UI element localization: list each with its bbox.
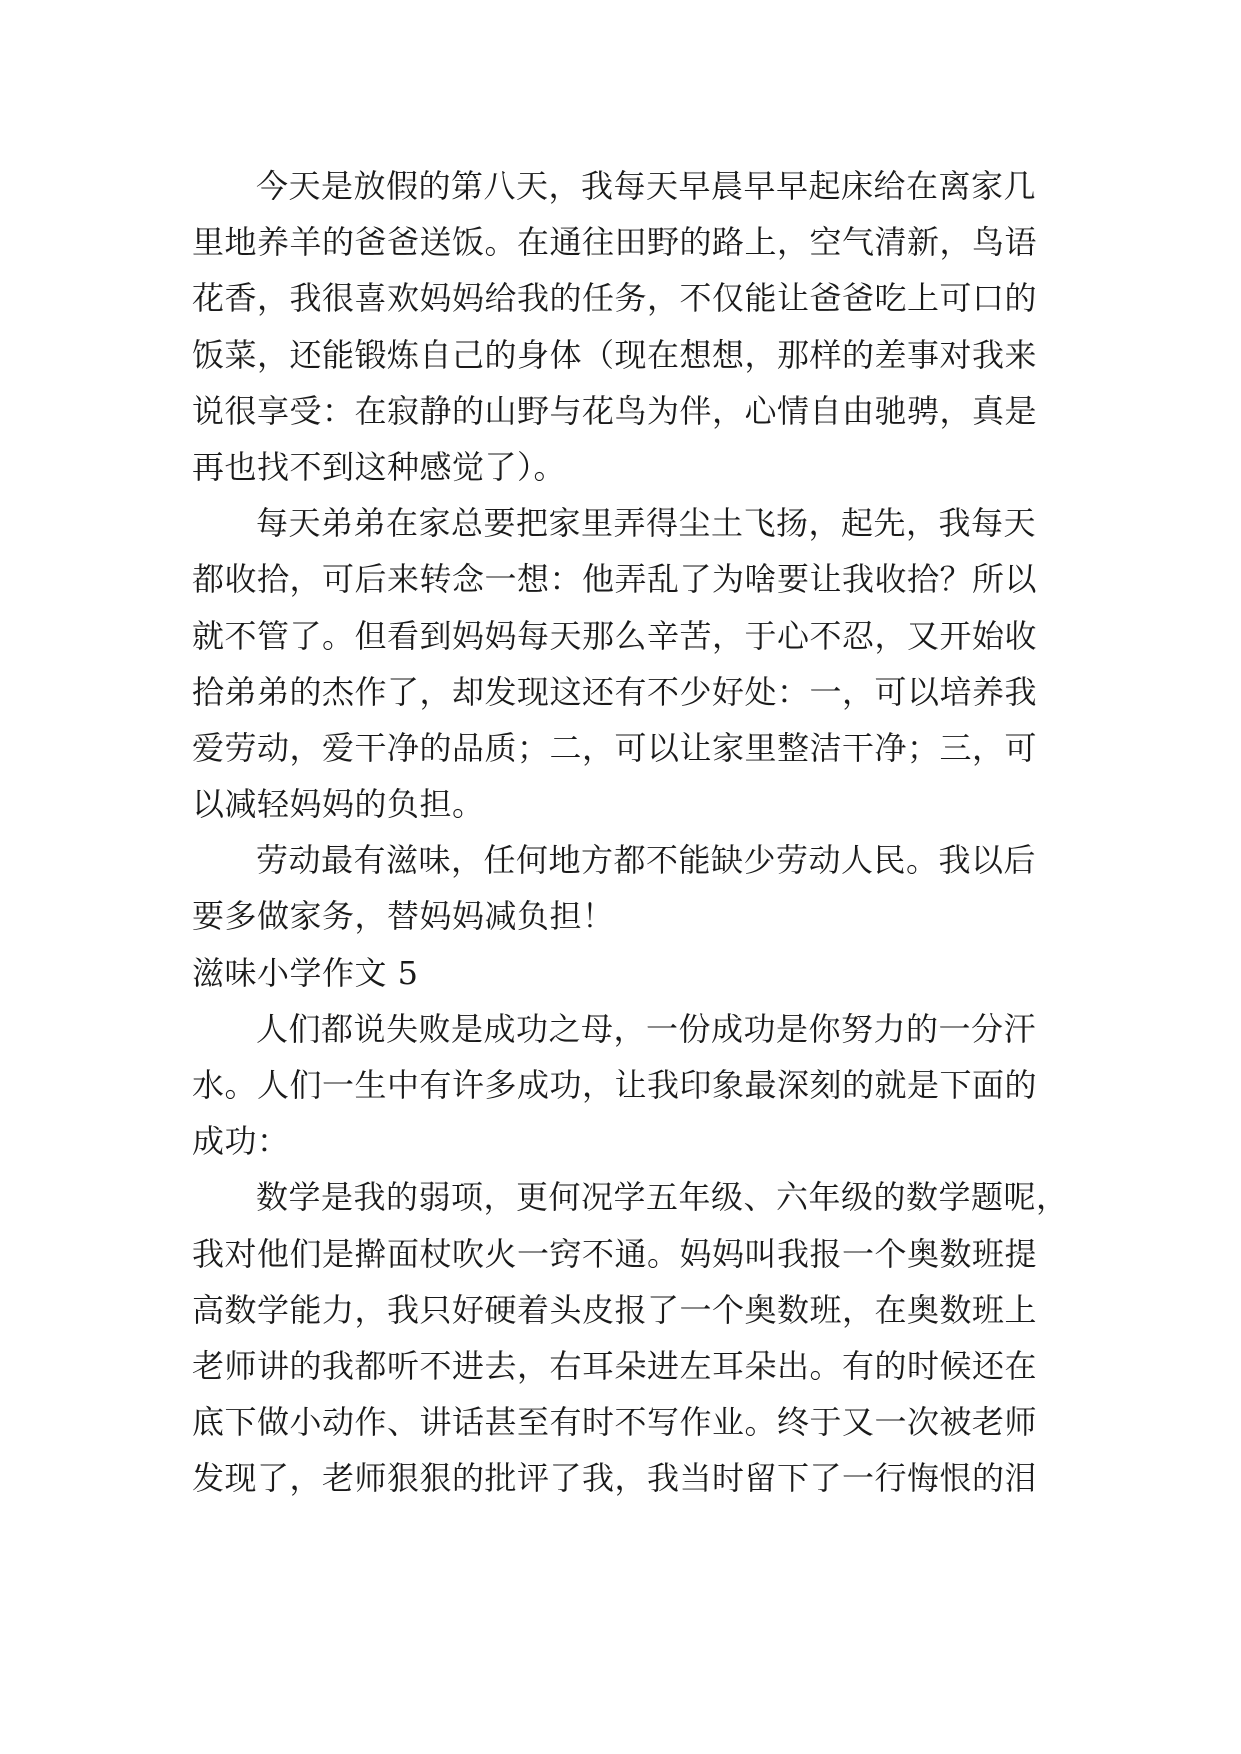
paragraph-line: 饭菜，还能锻炼自己的身体（现在想想，那样的差事对我来 bbox=[192, 335, 1038, 374]
paragraph-line: 花香，我很喜欢妈妈给我的任务，不仅能让爸爸吃上可口的 bbox=[192, 279, 1038, 318]
paragraph-5 bbox=[192, 1169, 1069, 1506]
paragraph-line: 要多做家务，替妈妈减负担！ bbox=[192, 897, 615, 936]
paragraph-line: 再也找不到这种感觉了）。 bbox=[192, 447, 567, 486]
paragraph-line: 老师讲的我都听不进去，右耳朵进左耳朵出。有的时候还在 bbox=[192, 1346, 1038, 1385]
paragraph-line: 爱劳动，爱干净的品质；二，可以让家里整洁干净；三，可 bbox=[192, 728, 1038, 767]
paragraph-line: 拾弟弟的杰作了，却发现这还有不少好处：一，可以培养我 bbox=[192, 672, 1038, 711]
paragraph-line: 成功： bbox=[192, 1122, 290, 1161]
paragraph-line: 每天弟弟在家总要把家里弄得尘土飞扬，起先，我每天 bbox=[256, 504, 1037, 543]
paragraph-line: 劳动最有滋味，任何地方都不能缺少劳动人民。我以后 bbox=[256, 841, 1037, 880]
paragraph-2 bbox=[192, 495, 1052, 832]
paragraph-line: 说很享受：在寂静的山野与花鸟为伴，心情自由驰骋，真是 bbox=[192, 391, 1038, 430]
paragraph-line: 我对他们是擀面杖吹火一窍不通。妈妈叫我报一个奥数班提 bbox=[192, 1234, 1038, 1273]
paragraph-line: 里地养羊的爸爸送饭。在通往田野的路上，空气清新，鸟语 bbox=[192, 223, 1038, 262]
paragraph-line: 就不管了。但看到妈妈每天那么辛苦，于心不忍，又开始收 bbox=[192, 616, 1038, 655]
paragraph-line: 发现了，老师狠狠的批评了我，我当时留下了一行悔恨的泪 bbox=[192, 1459, 1038, 1498]
paragraph-line: 今天是放假的第八天，我每天早晨早早起床给在离家几 bbox=[256, 167, 1037, 205]
paragraph-1 bbox=[192, 158, 1052, 495]
section-heading: 滋味小学作文 5 bbox=[192, 953, 419, 992]
paragraph-line: 人们都说失败是成功之母，一份成功是你努力的一分汗 bbox=[256, 1009, 1037, 1048]
paragraph-line: 都收拾，可后来转念一想：他弄乱了为啥要让我收拾？所以 bbox=[192, 560, 1038, 599]
paragraph-line: 底下做小动作、讲话甚至有时不写作业。终于又一次被老师 bbox=[192, 1403, 1038, 1442]
paragraph-line: 水。人们一生中有许多成功，让我印象最深刻的就是下面的 bbox=[192, 1066, 1038, 1104]
paragraph-line: 高数学能力，我只好硬着头皮报了一个奥数班，在奥数班上 bbox=[192, 1290, 1038, 1329]
paragraph-4 bbox=[192, 1001, 1052, 1170]
paragraph-line: 以减轻妈妈的负担。 bbox=[192, 785, 485, 824]
paragraph-line: 数学是我的弱项，更何况学五年级、六年级的数学题呢， bbox=[256, 1178, 1069, 1217]
document-body bbox=[192, 158, 1069, 1507]
paragraph-3 bbox=[192, 832, 1052, 944]
